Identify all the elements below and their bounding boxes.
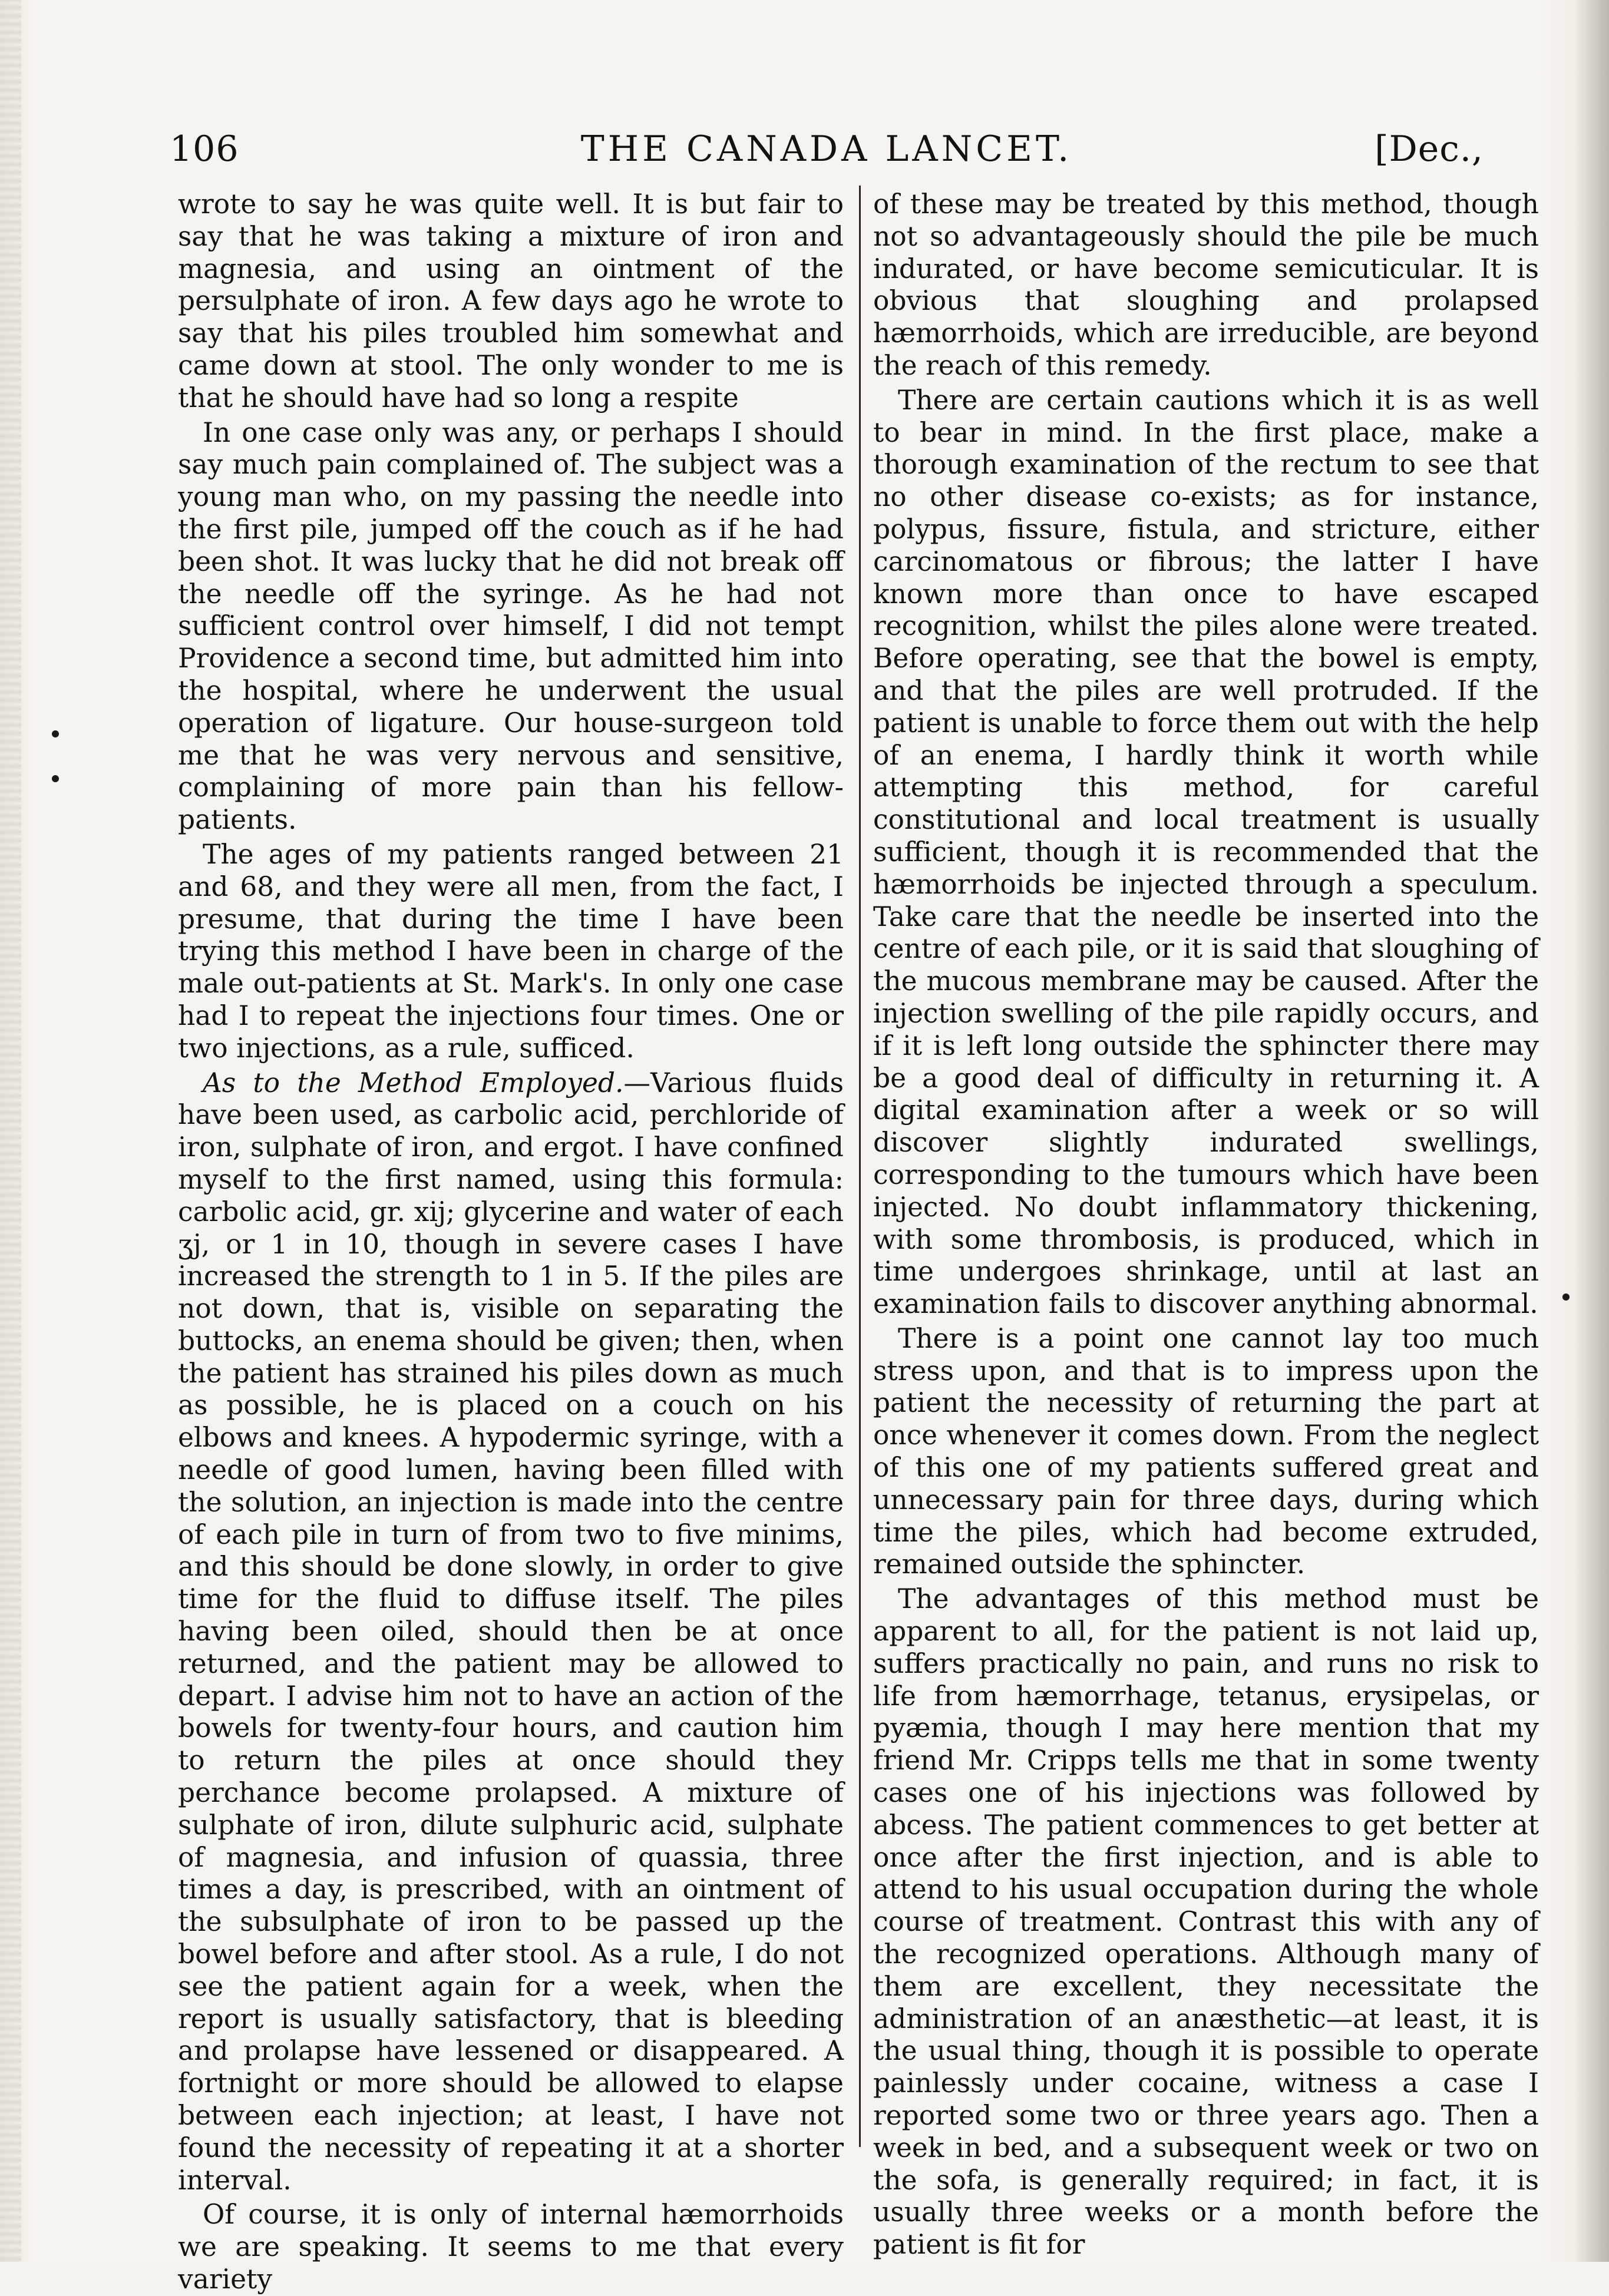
issue-month: [Dec.,	[1375, 128, 1484, 170]
page-edge-shadow	[1574, 0, 1609, 2262]
paragraph-text: —Various fluids have been used, as carbolic acid, perchloride of iron, sulphate of iron, and ergot. I have confined myself to the first named, using this formula: carbolic acid, gr. xij; glycerine and water of each ʒj, or 1 in 10, though in severe cases I have increased the strength to 1 in 5. If the piles are not down, that is, visible on separating the buttocks, an enema should be given; then, when the patient has strained his piles down as much as possible, he is placed on a couch on his elbows and knees. A hypodermic syringe, with a needle of good lumen, having been filled with the solution, an injection is made into the centre of each pile in turn of from two to five minims, and this should be done slowly, in order to give time for the fluid to diffuse itself. The piles having been oiled, should then be at once returned, and the patient may be allowed to depart. I advise him not to have an action of the bowels for twenty-four hours, and caution him to return the piles at once should they perchance become prolapsed. A mixture of sulphate of iron, dilute sulphuric acid, sulphate of magnesia, and infusion of quassia, three times a day, is prescribed, with an ointment of the subsulphate of iron to be passed up the bowel before and after stool. As a rule, I do not see the patient again for a week, when the report is usually satisfactory, that is bleeding and prolapse have lessened or disappeared. A fortnight or more should be allowed to elapse between each injection; at least, I have not found the necessity of repeating it at a shorter interval.	[178, 1067, 844, 2196]
page-number: 106	[170, 128, 239, 170]
right-column	[873, 188, 1539, 2261]
section-heading: As to the Method Employed.	[203, 1067, 624, 1099]
ink-speck	[52, 775, 59, 782]
paragraph: There are certain cautions which it is as well to bear in mind. In the first place, make a thorough examination of the rectum to see that no other disease co-exists; as for instance, polypus, fissure, fistula, and stricture, either carcinomatous or fibrous; the latter I have known more than once to have escaped recognition, whilst the piles alone were treated. Before operating, see that the bowel is empty, and that the piles are well protruded. If the patient is unable to force them out with the help of an enema, I hardly think it worth while attempting this method, for careful constitutional and local treatment is usually sufficient, though it is recommended that the hæmorrhoids be injected through a speculum. Take care that the needle be inserted into the centre of each pile, or it is said that sloughing of the mucous membrane may be caused. After the injection swelling of the pile rapidly occurs, and if it is left long outside the sphincter there may be a good deal of difficulty in returning it. A digital examination after a week or so will discover slightly indurated swellings, corresponding to the tumours which have been injected. No doubt inflammatory thickening, with some thrombosis, is produced, which in time undergoes shrinkage, until at last an examination fails to discover anything abnormal.	[873, 384, 1539, 1320]
running-header	[170, 128, 1484, 176]
paragraph: The advantages of this method must be apparent to all, for the patient is not laid up, suffers practically no pain, and runs no risk to life from hæmorrhage, tetanus, erysipelas, or pyæmia, though I may here mention that my friend Mr. Cripps tells me that in some twenty cases one of his injections was followed by abcess. The patient commences to get better at once after the first injection, and is able to attend to his usual occupation during the whole course of treatment. Contrast this with any of the recognized operations. Although many of them are excellent, they necessitate the administration of an anæsthetic—at least, it is the usual thing, though it is possible to operate painlessly under cocaine, witness a case I reported some two or three years ago. Then a week in bed, and a subsequent week or two on the sofa, is generally required; in fact, it is usually three weeks or a month before the patient is fit for	[873, 1583, 1539, 2261]
paragraph: wrote to say he was quite well. It is but fair to say that he was taking a mixture of iron and magnesia, and using an ointment of the persulphate of iron. A few days ago he wrote to say that his piles troubled him somewhat and came down at stool. The only wonder to me is that he should have had so long a respite	[178, 188, 844, 413]
binding-edge	[0, 0, 21, 2262]
paragraph: In one case only was any, or perhaps I should say much pain complained of. The subject was a young man who, on my passing the needle into the first pile, jumped off the couch as if he had been shot. It was lucky that he did not break off the needle off the syringe. As he had not sufficient control over himself, I did not tempt Providence a second time, but admitted him into the hospital, where he underwent the usual operation of ligature. Our house-surgeon told me that he was very nervous and sensitive, complaining of more pain than his fellow-patients.	[178, 416, 844, 836]
paragraph: of these may be treated by this method, though not so advantageously should the pile be much indurated, or have become semicuticular. It is obvious that sloughing and prolapsed hæmorrhoids, which are irreducible, are beyond the reach of this remedy.	[873, 188, 1539, 381]
ink-speck	[1562, 1293, 1570, 1301]
paragraph: There is a point one cannot lay too much stress upon, and that is to impress upon the patient the necessity of returning the part at once whenever it comes down. From the neglect of this one of my patients suffered great and unnecessary pain for three days, during which time the piles, which had become extruded, remained outside the sphincter.	[873, 1322, 1539, 1580]
column-divider	[859, 186, 861, 2147]
left-column	[178, 188, 844, 2296]
ink-speck	[52, 730, 59, 737]
paragraph: Of course, it is only of internal hæmorrhoids we are speaking. It seems to me that every variety	[178, 2199, 844, 2295]
paragraph: The ages of my patients ranged between 21 and 68, and they were all men, from the fact, I presume, that during the time I have been trying this method I have been in charge of the male out-patients at St. Mark's. In only one case had I to repeat the injections four times. One or two injections, as a rule, sufficed.	[178, 838, 844, 1064]
paragraph	[178, 1067, 844, 2197]
journal-title: THE CANADA LANCET.	[580, 128, 1073, 170]
